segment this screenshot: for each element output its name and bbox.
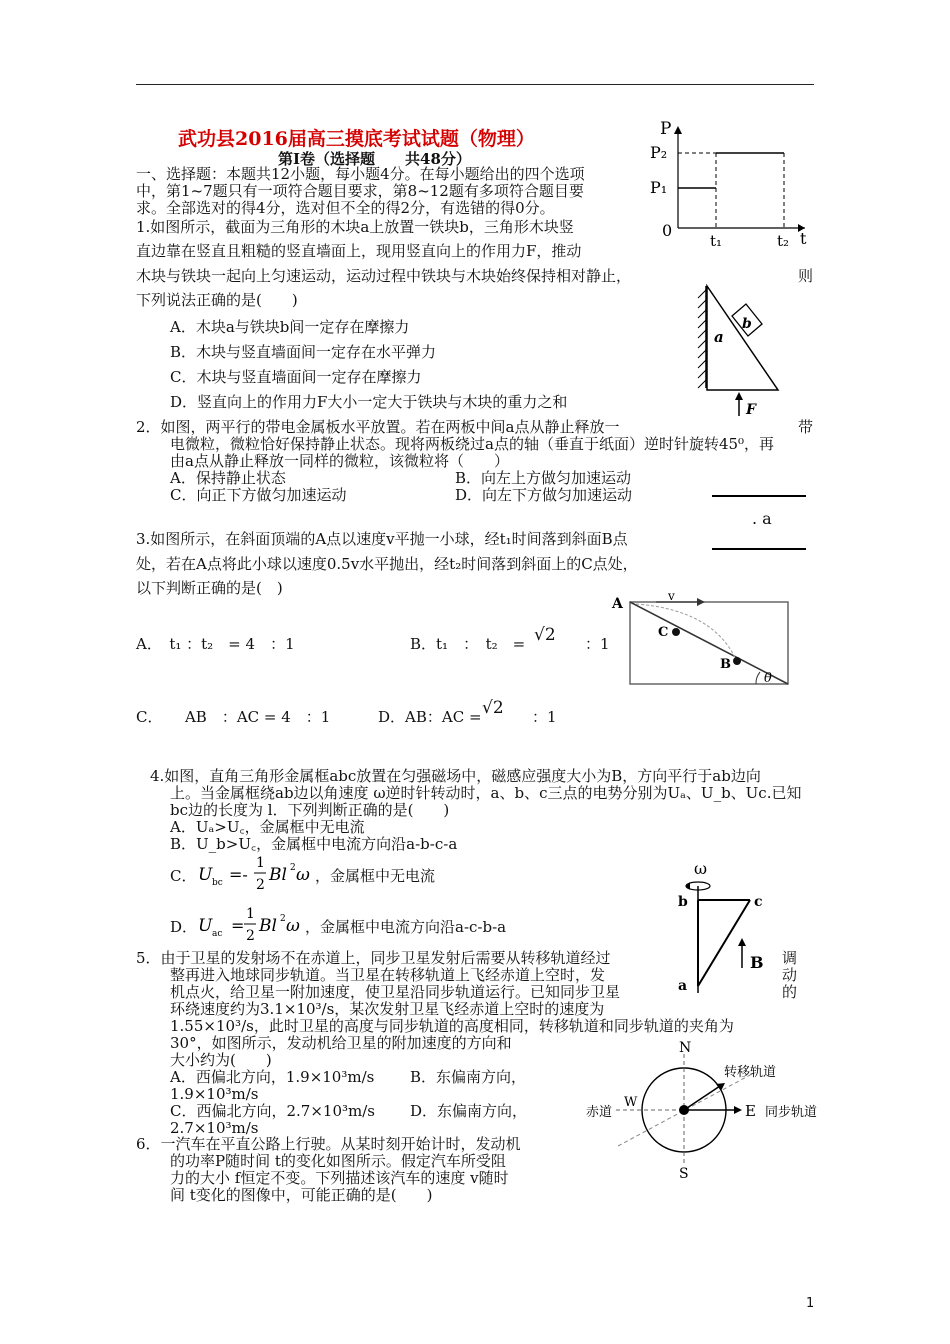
q3-option-b-pre: B．t₁ ： t₂ =	[410, 635, 526, 653]
section1-line1: 一、选择题：本题共12小题，每小题4分。在每小题给出的四个选项	[136, 165, 585, 183]
q3-option-d-sqrt2: √2	[482, 698, 504, 718]
svg-text:ω: ω	[286, 916, 300, 936]
fig-label-omega: ω	[694, 859, 708, 878]
fig-label-B: B	[720, 657, 731, 672]
svg-text:=-: =-	[229, 865, 248, 884]
q6-line1: 6．一汽车在平直公路上行驶。从某时刻开始计时，发动机	[136, 1135, 521, 1153]
fig-label-a: a	[714, 328, 724, 346]
incline-projectile-figure	[606, 590, 796, 690]
svg-text:U: U	[198, 916, 213, 936]
fig-label-S: S	[679, 1166, 689, 1180]
q5-line2-end: 动	[782, 966, 798, 984]
q1-option-d: D．竖直向上的作用力F大小一定大于铁块与木块的重力之和	[170, 393, 568, 411]
fig-label-transfer: 转移轨道	[724, 1065, 777, 1080]
q3-option-c: C． AB ：AC = 4 ：1	[136, 708, 331, 726]
q4-line1: 4.如图，直角三角形金属框abc放置在匀强磁场中，磁感应强度大小为B，方向平行于ab边向	[150, 767, 761, 785]
fig-label-a: a	[678, 978, 688, 994]
q1-option-b: B．木块与竖直墙面间一定存在水平弹力	[170, 343, 437, 361]
q5-line7: 大小约为( )	[170, 1051, 272, 1069]
q3-option-d-pre: D．AB：AC =	[378, 708, 482, 726]
formula-uac	[196, 903, 316, 947]
fig-label-sync: 同步轨道	[765, 1105, 818, 1120]
q5-option-d: D．东偏南方向，	[410, 1102, 528, 1120]
svg-text:ac: ac	[212, 929, 223, 939]
formula-ubc	[196, 852, 316, 896]
svg-text:1: 1	[256, 855, 265, 871]
q1-line3: 木块与铁块一起向上匀速运动，运动过程中铁块与木块始终保持相对静止，	[136, 267, 632, 285]
q6-line4: 间 t变化的图像中，可能正确的是( )	[170, 1186, 433, 1204]
section1-line2: 中，第1~7题只有一项符合题目要求，第8~12题有多项符合题目要	[136, 182, 584, 200]
point-a-label: . a	[752, 509, 772, 528]
top-rule	[136, 84, 814, 85]
q4-line3: bc边的长度为 l．下列判断正确的是( )	[170, 801, 450, 819]
q5-option-c: C．西偏北方向，2.7×10³m/s	[170, 1102, 375, 1120]
graph-t1-label: t₁	[710, 232, 723, 250]
upper-plate	[712, 495, 806, 497]
q5-line2: 整再进入地球同步轨道。当卫星在转移轨道上飞经赤道上空时，发	[170, 966, 606, 984]
q5-option-a: A．西偏北方向，1.9×10³m/s	[170, 1068, 375, 1086]
q3-option-b-sqrt2: √2	[534, 625, 556, 645]
q2-line1: 2．如图，两平行的带电金属板水平放置。若在两板中间a点从静止释放一	[136, 418, 620, 436]
q5-line5: 1.55×10³/s，此时卫星的高度与同步轨道的高度相同，转移轨道和同步轨道的夹角为	[170, 1017, 734, 1035]
q1-line3-end: 则	[798, 267, 814, 285]
q4-line2: 上。当金属框绕ab边以角速度 ω逆时针转动时，a、b、c三点的电势分别为Uₐ、U_b、Uc.已知	[170, 784, 802, 802]
page-number: 1	[806, 1296, 815, 1311]
q2-option-c: C．向正下方做匀加速运动	[170, 486, 347, 504]
graph-p-label: P	[660, 119, 672, 139]
svg-text:2: 2	[290, 863, 296, 873]
fig-label-B: B	[750, 953, 764, 972]
q3-option-d-post: ：1	[532, 708, 557, 726]
q5-option-b: B．东偏南方向，	[410, 1068, 527, 1086]
fig-label-E: E	[745, 1102, 756, 1120]
lower-plate	[712, 548, 806, 550]
part-subtitle: 第Ⅰ卷（选择题 共48分）	[278, 150, 471, 168]
svg-text:2: 2	[256, 877, 265, 893]
q4-option-d-pre: D．	[170, 918, 198, 936]
orbit-figure	[582, 1040, 822, 1180]
fig-label-b: b	[678, 894, 688, 910]
q2-option-a: A．保持静止状态	[170, 469, 286, 487]
exam-title: 武功县2016届高三摸底考试试题（物理）	[178, 128, 535, 150]
q5-line6: 30°，如图所示，发动机给卫星的附加速度的方向和	[170, 1034, 512, 1052]
graph-p1-label: P₁	[650, 178, 668, 197]
section1-line3: 求。全部选对的得4分，选对但不全的得2分，有选错的得0分。	[136, 199, 555, 217]
q5-line3-end: 的	[782, 983, 798, 1001]
q2-line3: 由a点从静止释放一同样的微粒，该微粒将（ ）	[170, 452, 509, 470]
q3-line1: 3.如图所示，在斜面顶端的A点以速度v平抛一小球，经t₁时间落到斜面B点	[136, 530, 628, 548]
q2-option-b: B．向左上方做匀加速运动	[455, 469, 632, 487]
q1-option-a: A．木块a与铁块b间一定存在摩擦力	[170, 318, 410, 336]
q5-line4: 环绕速度约为3.1×10³/s，某次发射卫星飞经赤道上空时的速度为	[170, 1000, 605, 1018]
q2-line1-end: 带	[798, 418, 814, 436]
svg-text:Bl: Bl	[269, 865, 287, 885]
svg-text:1: 1	[246, 906, 255, 922]
q1-line2: 直边靠在竖直且粗糙的竖直墙面上，现用竖直向上的作用力F，推动	[136, 242, 582, 260]
graph-origin-label: 0	[662, 221, 673, 240]
wedge-block-figure	[694, 280, 794, 420]
q5-option-d-value: 2.7×10³m/s	[170, 1119, 259, 1137]
q3-line3: 以下判断正确的是( )	[136, 579, 283, 597]
q4-option-a: A．Uₐ>U꜀，金属框中无电流	[170, 818, 365, 836]
q2-line2: 电微粒，微粒恰好保持静止状态。现将两板绕过a点的轴（垂直于纸面）逆时针旋转45⁰，再	[170, 435, 775, 453]
svg-text:ω: ω	[296, 865, 310, 885]
fig-label-C: C	[658, 625, 669, 640]
graph-t2-label: t₂	[777, 232, 790, 250]
q6-line2: 的功率P随时间 t的变化如图所示。假定汽车所受阻	[170, 1152, 506, 1170]
q5-option-b-value: 1.9×10³m/s	[170, 1085, 259, 1103]
rotating-frame-figure	[668, 858, 778, 998]
fig-label-theta: θ	[764, 671, 772, 686]
fig-label-F: F	[746, 402, 756, 418]
q6-line3: 力的大小 f恒定不变。下列描述该汽车的速度 v随时	[170, 1169, 509, 1187]
q1-option-c: C．木块与竖直墙面间一定存在摩擦力	[170, 368, 422, 386]
q5-line1: 5．由于卫星的发射场不在赤道上，同步卫星发射后需要从转移轨道经过	[136, 949, 611, 967]
svg-text:U: U	[198, 865, 213, 885]
svg-text:Bl: Bl	[259, 916, 277, 936]
svg-text:2: 2	[280, 914, 286, 924]
graph-p2-label: P₂	[650, 143, 668, 162]
q1-line1: 1.如图所示，截面为三角形的木块a上放置一铁块b，三角形木块竖	[136, 218, 574, 236]
q3-line2: 处，若在A点将此小球以速度0.5v水平抛出，经t₂时间落到斜面上的C点处，	[136, 555, 638, 573]
svg-text:bc: bc	[212, 878, 223, 888]
q3-option-a: A． t₁ ：t₂ = 4 ：1	[136, 635, 295, 653]
fig-label-v: v	[668, 590, 675, 603]
fig-label-b: b	[742, 316, 752, 332]
q5-line3: 机点火，给卫星一附加速度，使卫星沿同步轨道运行。已知同步卫星	[170, 983, 621, 1001]
q2-option-d: D．向左下方做匀加速运动	[455, 486, 633, 504]
q5-line1-end: 调	[782, 949, 798, 967]
power-time-graph	[640, 118, 815, 253]
q4-option-d-post: ，金属框中电流方向沿a-c-b-a	[305, 918, 507, 936]
q4-option-b: B．U_b>U꜀，金属框中电流方向沿a-b-c-a	[170, 835, 458, 853]
fig-label-W: W	[624, 1095, 638, 1110]
svg-text:=: =	[231, 916, 245, 935]
graph-t-label: t	[800, 229, 807, 248]
fig-label-A: A	[612, 596, 623, 612]
fig-label-N: N	[679, 1040, 692, 1056]
q3-option-b-post: ：1	[585, 635, 610, 653]
fig-label-equator: 赤道	[586, 1105, 613, 1120]
q4-option-c-post: ，金属框中无电流	[315, 867, 436, 885]
q1-line4: 下列说法正确的是( )	[136, 291, 298, 309]
fig-label-c: c	[754, 894, 763, 910]
q4-option-c-pre: C．	[170, 867, 197, 885]
svg-text:2: 2	[246, 928, 255, 944]
